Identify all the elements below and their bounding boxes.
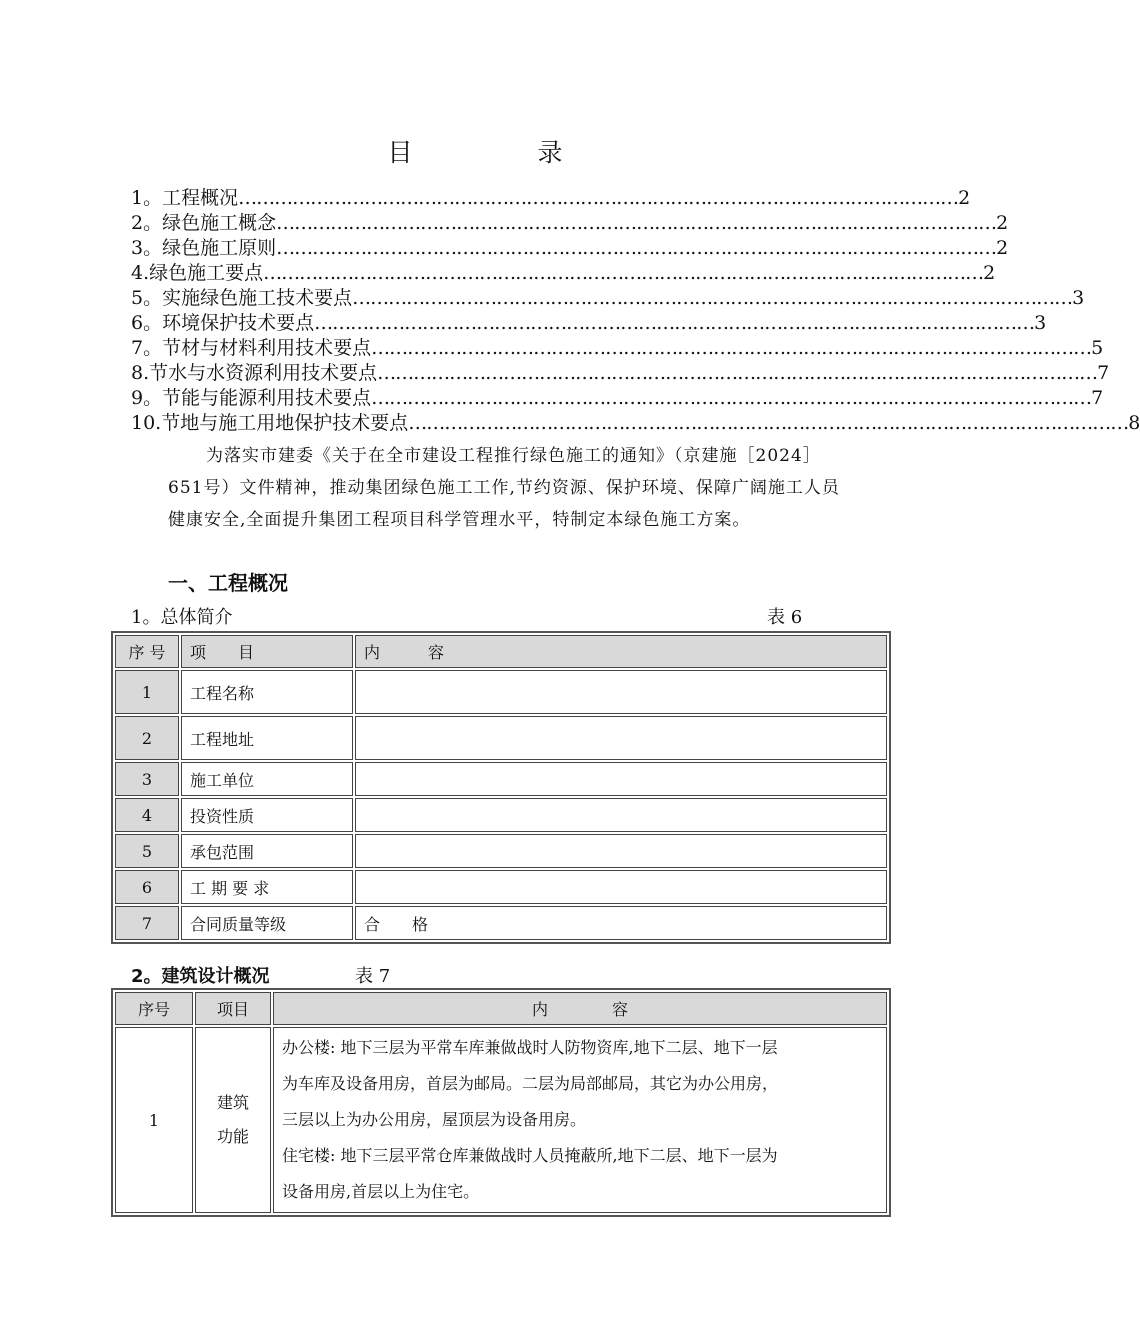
toc-item[interactable]: 7。节材与材料利用技术要点 ………………………………………………………………………………………………………… 5 [131, 337, 1104, 359]
row-item: 工 期 要 求 [181, 870, 353, 904]
toc-item-page: 3 [1072, 287, 1085, 309]
table1-label: 表 6 [767, 607, 803, 628]
row-content[interactable] [355, 834, 887, 868]
toc-item[interactable]: 8.节水与水资源利用技术要点 ………………………………………………………………………………………………………… 7 [131, 362, 1110, 384]
table-row [115, 1027, 887, 1213]
table1-caption: 1。总体简介 [131, 607, 233, 628]
toc-item-label: 3。绿色施工原则 [131, 237, 277, 259]
toc-item-label: 5。实施绿色施工技术要点 [131, 287, 353, 309]
row-number: 5 [115, 834, 179, 868]
toc-item-label: 8.节水与水资源利用技术要点 [131, 362, 378, 384]
row-content [273, 1027, 887, 1213]
header-cell: 序号 [115, 992, 193, 1025]
row-content[interactable] [355, 798, 887, 832]
row-number: 6 [115, 870, 179, 904]
row-content[interactable]: 合 格 [355, 906, 887, 940]
toc-item-page: 2 [996, 237, 1009, 259]
toc-item-page: 2 [958, 187, 971, 209]
row-item: 施工单位 [181, 762, 353, 796]
toc-item-label: 9。节能与能源利用技术要点 [131, 387, 372, 409]
toc-item-page: 7 [1091, 387, 1104, 409]
row-number: 4 [115, 798, 179, 832]
toc-item[interactable]: 4.绿色施工要点 ………………………………………………………………………………………………………… 2 [131, 262, 996, 284]
row-content[interactable] [355, 762, 887, 796]
toc-item-label: 2。绿色施工概念 [131, 212, 277, 234]
row-item: 承包范围 [181, 834, 353, 868]
row-number: 2 [115, 716, 179, 760]
toc-item[interactable]: 10.节地与施工用地保护技术要点 ………………………………………………………………………………………………………… 8 [131, 412, 1140, 434]
table-header-row [115, 992, 887, 1025]
table-row [115, 798, 887, 832]
toc-item-label: 1。工程概况 [131, 187, 239, 209]
header-cell: 项目 [195, 992, 271, 1025]
row-number: 1 [115, 1027, 193, 1213]
row-item: 工程名称 [181, 670, 353, 714]
content-line: 办公楼: 地下三层为平常车库兼做战时人防物资库,地下二层、地下一层 [282, 1038, 778, 1057]
overview-table [111, 631, 891, 944]
toc-item-page: 8 [1128, 412, 1140, 434]
table2-caption: 2。建筑设计概况 [131, 966, 270, 987]
toc-item[interactable]: 5。实施绿色施工技术要点 ………………………………………………………………………………………………………… 3 [131, 287, 1085, 309]
row-content[interactable] [355, 870, 887, 904]
toc-item-page: 3 [1034, 312, 1047, 334]
content-line: 住宅楼: 地下三层平常仓库兼做战时人员掩蔽所,地下二层、地下一层为 [282, 1146, 778, 1165]
table-row [115, 716, 887, 760]
toc-item-label: 4.绿色施工要点 [131, 262, 264, 284]
design-table [111, 988, 891, 1217]
toc-item-label: 7。节材与材料利用技术要点 [131, 337, 372, 359]
content-line: 设备用房,首层以上为住宅。 [282, 1182, 480, 1201]
content-line: 为车库及设备用房，首层为邮局。二层为局部邮局，其它为办公用房， [282, 1074, 779, 1093]
page-title: 目 录 [387, 138, 613, 167]
toc-item-page: 7 [1097, 362, 1110, 384]
toc-item-page: 2 [996, 212, 1009, 234]
table-row [115, 670, 887, 714]
row-content[interactable] [355, 670, 887, 714]
section-heading: 一、工程概况 [168, 571, 288, 595]
row-content[interactable] [355, 716, 887, 760]
table-row [115, 906, 887, 940]
table-row [115, 834, 887, 868]
row-number: 7 [115, 906, 179, 940]
toc-item-page: 5 [1091, 337, 1104, 359]
toc-item[interactable]: 3。绿色施工原则 ………………………………………………………………………………………………………… 2 [131, 237, 1009, 259]
row-number: 1 [115, 670, 179, 714]
row-item [195, 1027, 271, 1213]
row-item: 合同质量等级 [181, 906, 353, 940]
toc-item[interactable]: 9。节能与能源利用技术要点 ………………………………………………………………………………………………………… 7 [131, 387, 1104, 409]
row-item: 投资性质 [181, 798, 353, 832]
intro-text: 为落实市建委《关于在全市建设工程推行绿色施工的通知》（京建施［2024］651号）文件精神，推动集团绿色施工工作,节约资源、保护环境、保障广阔施工人员健康安全,全面提升集团工程项目科学管理水平，特制定本绿色施工方案。 [168, 446, 840, 530]
toc-item-page: 2 [983, 262, 996, 284]
table-row [115, 870, 887, 904]
row-item-line: 功能 [216, 1127, 249, 1146]
toc-item[interactable]: 6。环境保护技术要点 ………………………………………………………………………………………………………… 3 [131, 312, 1047, 334]
intro-paragraph [168, 440, 853, 536]
header-cell: 项 目 [181, 635, 353, 668]
content-line: 三层以上为办公用房，屋顶层为设备用房。 [282, 1110, 587, 1129]
header-cell: 内 容 [273, 992, 887, 1025]
toc-item-label: 10.节地与施工用地保护技术要点 [131, 412, 409, 434]
toc-item-label: 6。环境保护技术要点 [131, 312, 315, 334]
table-header-row [115, 635, 887, 668]
table2-label: 表 7 [355, 966, 391, 987]
table-row [115, 762, 887, 796]
row-number: 3 [115, 762, 179, 796]
toc-item[interactable]: 2。绿色施工概念 ………………………………………………………………………………………………………… 2 [131, 212, 1009, 234]
header-cell: 内 容 [355, 635, 887, 668]
row-item-line: 建筑 [216, 1093, 249, 1112]
header-cell: 序 号 [115, 635, 179, 668]
row-item: 工程地址 [181, 716, 353, 760]
toc-item[interactable]: 1。工程概况 ………………………………………………………………………………………………………… 2 [131, 187, 971, 209]
